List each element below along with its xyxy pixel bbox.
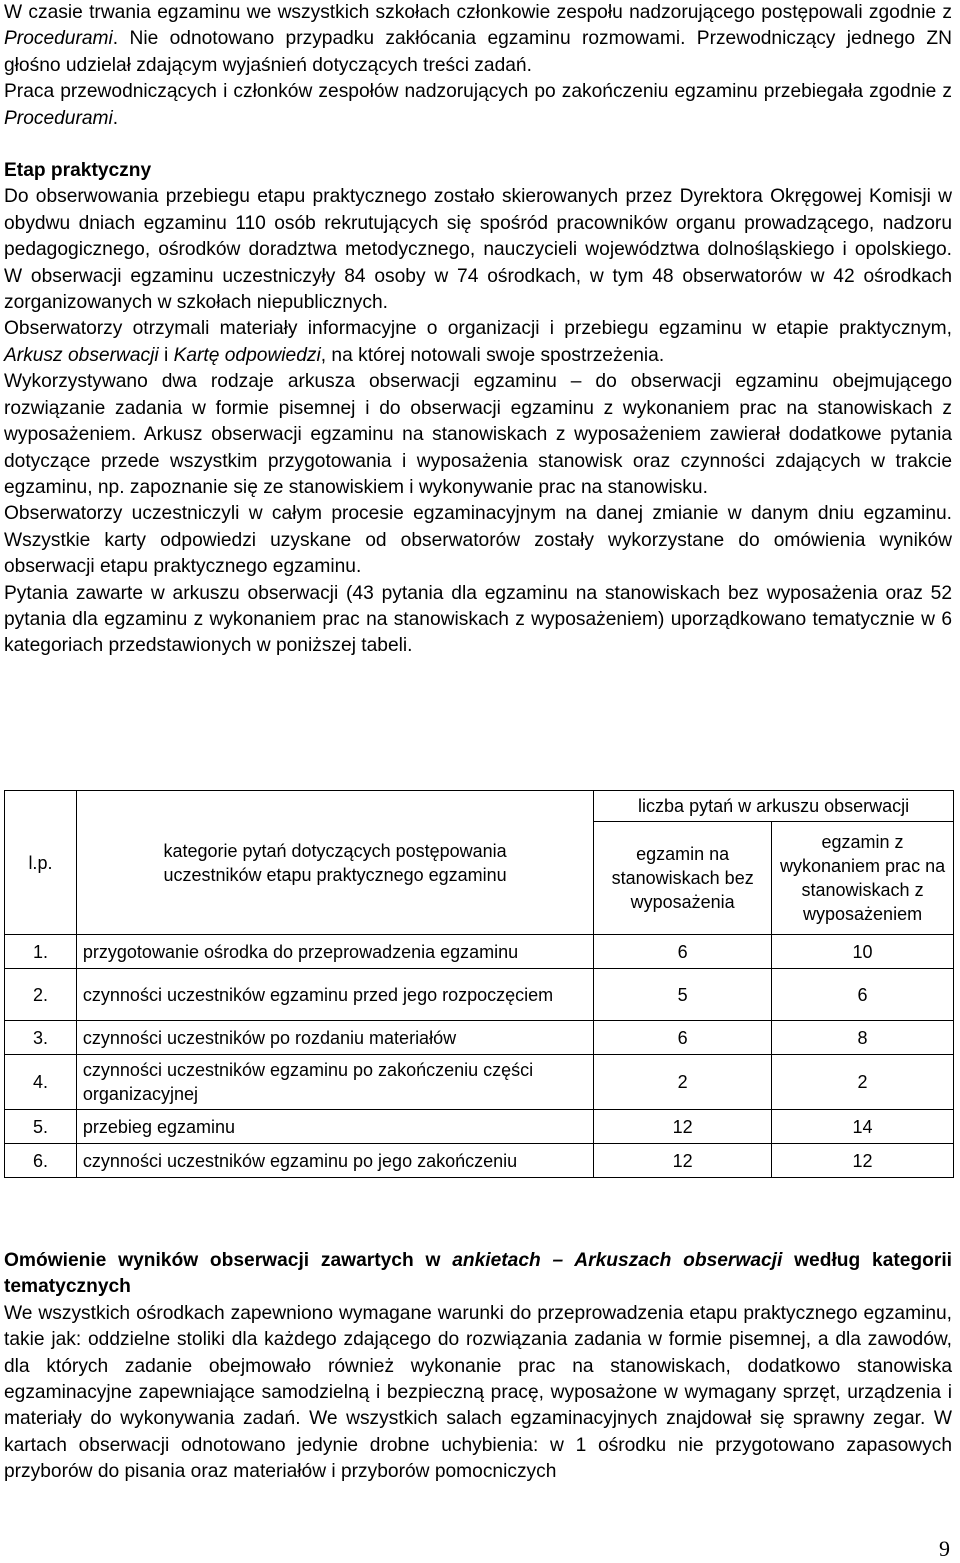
row-lp: 4. — [5, 1055, 77, 1110]
row-lp: 3. — [5, 1021, 77, 1055]
row-lp: 6. — [5, 1144, 77, 1178]
row-count-b: 14 — [772, 1110, 954, 1144]
page-body — [4, 0, 952, 660]
row-category: przebieg egzaminu — [76, 1110, 593, 1144]
header-col-a: egzamin na stanowiskach bez wyposażenia — [594, 822, 772, 935]
table-row — [5, 935, 954, 969]
intro-text: Praca przewodniczących i członków zespołów nadzorujących po zakończeniu egzaminu przebiegała zgodnie z — [4, 81, 952, 103]
row-count-b: 6 — [772, 969, 954, 1021]
intro-paragraph-2 — [4, 79, 952, 132]
intro-italic: Procedurami — [4, 107, 113, 129]
row-category: czynności uczestników egzaminu przed jego rozpoczęciem — [76, 969, 593, 1021]
section-heading-etap: Etap praktyczny — [4, 160, 152, 182]
page-number: 9 — [939, 1536, 950, 1561]
etap-paragraph-1: Do obserwowania przebiegu etapu praktycznego zostało skierowanych przez Dyrektora Okręgowej Komisji w obydwu dniach egzaminu 110 osób rekrutujących się spośród pracowników organu prowadzącego, nadzoru pedagogicznego, ośrodków doradztwa metodycznego, nauczycieli województwa dolnośląskiego i opolskiego. W obserwacji egzaminu uczestniczyły 84 osoby w 74 ośrodkach, w tym 48 obserwatorów w 42 ośrodkach zorganizowanych w szkołach niepublicznych. — [4, 186, 952, 314]
row-count-b: 10 — [772, 935, 954, 969]
summary-heading — [4, 1248, 952, 1301]
row-category: czynności uczestników egzaminu po zakończeniu części organizacyjnej — [76, 1055, 593, 1110]
summary-heading-italic: ankietach – Arkuszach obserwacji — [452, 1250, 783, 1271]
etap-text: i — [158, 344, 174, 366]
etap-paragraph-3: Wykorzystywano dwa rodzaje arkusza obserwacji egzaminu – do obserwacji egzaminu obejmującego rozwiązanie zadania w formie pisemnej i do obserwacji egzaminu z wykonaniem prac na stanowiskach z wyposażeniem. Arkusz obserwacji egzaminu na stanowiskach z wyposażeniem zawierał dodatkowe pytania dotyczące przede wszystkim przygotowania i wyposażenia stanowisk oraz czynności zdających w trakcie egzaminu, np. zapoznanie się ze stanowiskiem i wykonywanie prac na stanowisku. — [4, 371, 952, 498]
etap-paragraph-2 — [4, 316, 952, 369]
row-category: czynności uczestników egzaminu po jego zakończeniu — [76, 1144, 593, 1178]
etap-italic: Arkusz obserwacji — [4, 344, 159, 366]
summary-section — [4, 1248, 952, 1486]
etap-text: , na której notowali swoje spostrzeżenia. — [320, 344, 665, 366]
header-group: liczba pytań w arkuszu obserwacji — [594, 791, 954, 822]
row-count-a: 12 — [594, 1144, 772, 1178]
summary-heading-text: według kategorii tematycznych — [4, 1250, 952, 1298]
row-lp: 1. — [5, 935, 77, 969]
header-category: kategorie pytań dotyczących postępowania uczestników etapu praktycznego egzaminu — [76, 791, 593, 935]
table-body — [5, 935, 954, 1178]
row-count-b: 2 — [772, 1055, 954, 1110]
header-lp: l.p. — [5, 791, 77, 935]
table-header-row — [5, 791, 954, 822]
categories-table — [4, 790, 954, 1178]
etap-paragraph-5: Pytania zawarte w arkuszu obserwacji (43 pytania dla egzaminu na stanowiskach bez wyposażenia oraz 52 pytania dla egzaminu z wykonaniem prac na stanowiskach z wyposażeniem) uporządkowano tematycznie w 6 kategoriach przedstawionych w poniższej tabeli. — [4, 582, 952, 657]
intro-paragraph-1 — [4, 0, 952, 79]
etap-text: Obserwatorzy otrzymali materiały informacyjne o organizacji i przebiegu egzaminu w etapie praktycznym, — [4, 318, 952, 340]
intro-italic: Procedurami — [4, 28, 113, 50]
table-row — [5, 1144, 954, 1178]
row-category: czynności uczestników po rozdaniu materiałów — [76, 1021, 593, 1055]
summary-heading-text: Omówienie wyników obserwacji zawartych w — [4, 1250, 453, 1271]
row-count-a: 12 — [594, 1110, 772, 1144]
etap-paragraph-4: Obserwatorzy uczestniczyli w całym procesie egzaminacyjnym na danej zmianie w danym dniu egzaminu. Wszystkie karty odpowiedzi uzyskane od obserwatorów zostały wykorzystane do omówienia wyników obserwacji etapu praktycznego egzaminu. — [4, 503, 952, 578]
row-count-a: 5 — [594, 969, 772, 1021]
row-lp: 5. — [5, 1110, 77, 1144]
table-row — [5, 969, 954, 1021]
summary-paragraph-1: We wszystkich ośrodkach zapewniono wymagane warunki do przeprowadzenia etapu praktycznego egzaminu, takie jak: oddzielne stoliki dla każdego zdającego do rozwiązania zadania w formie pisemnej, a dla zawodów, dla których zadanie obejmowało również wykonanie prac na stanowiskach, dodatkowo stanowiska egzaminacyjne zapewniające samodzielną i bezpieczną pracę, wyposażone w wymagany sprzęt, urządzenia i materiały do wykonywania zadań. We wszystkich salach egzaminacyjnych znajdował się sprawny zegar. W kartach obserwacji odnotowano jedynie drobne uchybienia: w 1 ośrodku nie przygotowano zapasowych przyborów do pisania oraz materiałów i przyborów pomocniczych — [4, 1302, 952, 1483]
etap-italic: Kartę odpowiedzi — [173, 344, 321, 366]
row-count-a: 6 — [594, 935, 772, 969]
intro-text: . — [112, 107, 119, 129]
intro-text: . Nie odnotowano przypadku zakłócania egzaminu rozmowami. Przewodniczący jednego ZN głośno udzielał zdającym wyjaśnień dotyczących treści zadań. — [4, 28, 952, 76]
table-row — [5, 1021, 954, 1055]
row-count-b: 8 — [772, 1021, 954, 1055]
table-row — [5, 1055, 954, 1110]
row-category: przygotowanie ośrodka do przeprowadzenia egzaminu — [76, 935, 593, 969]
row-count-a: 6 — [594, 1021, 772, 1055]
row-count-b: 12 — [772, 1144, 954, 1178]
row-lp: 2. — [5, 969, 77, 1021]
intro-text: W czasie trwania egzaminu we wszystkich szkołach członkowie zespołu nadzorującego postępowali zgodnie z — [4, 2, 952, 23]
row-count-a: 2 — [594, 1055, 772, 1110]
header-col-b: egzamin z wykonaniem prac na stanowiskach z wyposażeniem — [772, 822, 954, 935]
table-row — [5, 1110, 954, 1144]
